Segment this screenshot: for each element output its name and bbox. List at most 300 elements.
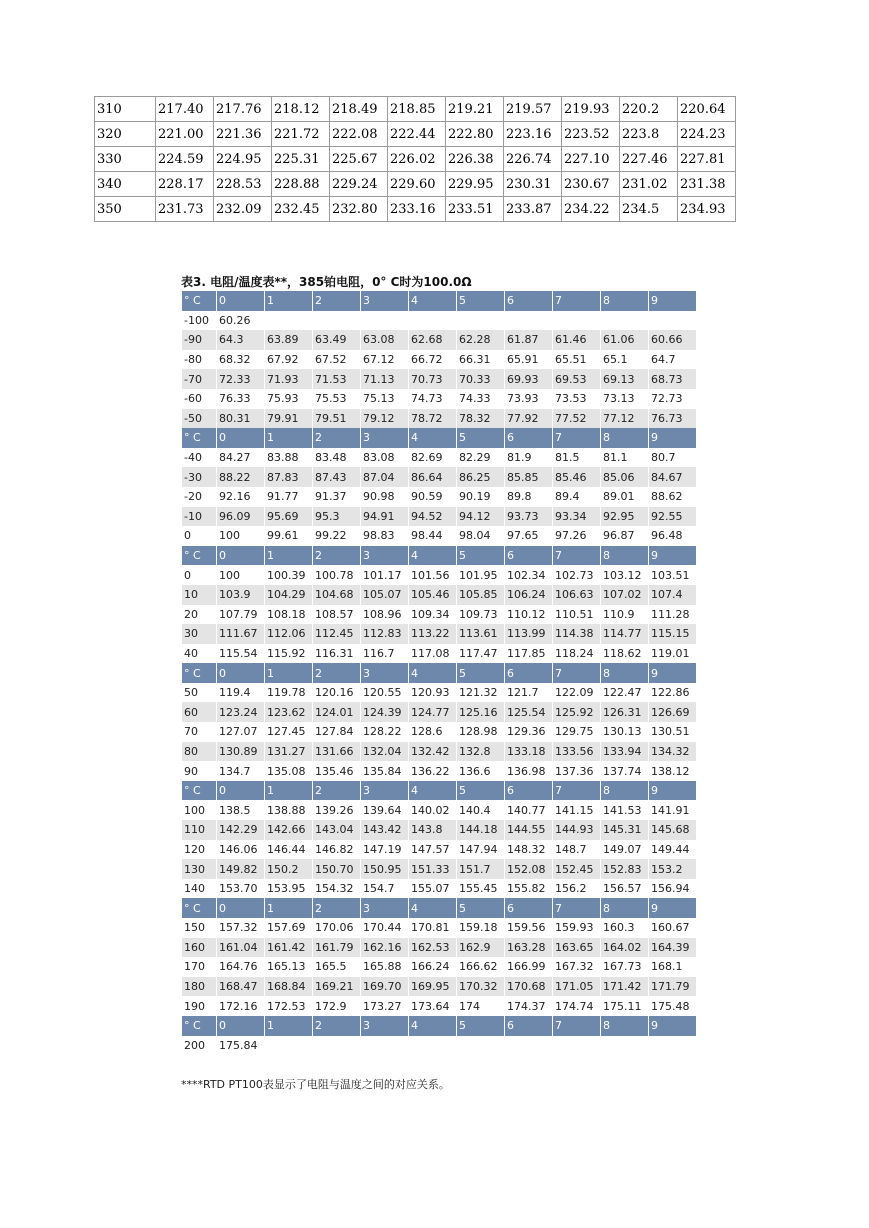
resistance-cell: 128.6 <box>409 722 456 742</box>
digit-header-cell: 7 <box>553 428 600 448</box>
resistance-cell: 227.10 <box>562 147 620 172</box>
resistance-cell: 119.78 <box>265 683 312 703</box>
resistance-cell: 153.2 <box>649 859 696 879</box>
resistance-cell: 63.49 <box>313 330 360 350</box>
digit-header-cell: 6 <box>505 291 552 311</box>
resistance-cell: 75.53 <box>313 389 360 409</box>
resistance-cell: 228.88 <box>272 172 330 197</box>
digit-header-cell: 4 <box>409 781 456 801</box>
resistance-cell: 113.61 <box>457 624 504 644</box>
resistance-cell: 86.25 <box>457 467 504 487</box>
resistance-cell: 223.16 <box>504 122 562 147</box>
resistance-cell: 149.82 <box>217 859 264 879</box>
digit-header-cell: 2 <box>313 546 360 566</box>
resistance-cell: 98.83 <box>361 526 408 546</box>
resistance-cell: 95.69 <box>265 507 312 527</box>
temperature-cell: -30 <box>182 467 216 487</box>
header-row <box>182 1016 696 1036</box>
resistance-cell: 142.29 <box>217 820 264 840</box>
digit-header-cell: 9 <box>649 428 696 448</box>
resistance-cell: 171.05 <box>553 977 600 997</box>
resistance-cell: 69.13 <box>601 369 648 389</box>
digit-header-cell: 3 <box>361 428 408 448</box>
resistance-cell: 67.52 <box>313 350 360 370</box>
digit-header-cell: 8 <box>601 291 648 311</box>
resistance-cell: 61.87 <box>505 330 552 350</box>
resistance-cell: 107.4 <box>649 585 696 605</box>
resistance-cell: 120.16 <box>313 683 360 703</box>
digit-header-cell: 5 <box>457 663 504 683</box>
resistance-cell: 147.94 <box>457 840 504 860</box>
resistance-cell: 161.04 <box>217 938 264 958</box>
resistance-cell: 123.24 <box>217 702 264 722</box>
resistance-cell: 105.46 <box>409 585 456 605</box>
resistance-cell: 121.7 <box>505 683 552 703</box>
resistance-cell <box>649 1036 696 1056</box>
resistance-cell: 71.93 <box>265 369 312 389</box>
resistance-cell: 79.12 <box>361 409 408 429</box>
resistance-cell: 125.16 <box>457 702 504 722</box>
resistance-cell: 100.39 <box>265 565 312 585</box>
temperature-cell: 200 <box>182 1036 216 1056</box>
resistance-cell: 165.13 <box>265 957 312 977</box>
digit-header-cell: 1 <box>265 428 312 448</box>
resistance-cell: 105.85 <box>457 585 504 605</box>
unit-header-cell: ° C <box>182 291 216 311</box>
resistance-cell: 137.36 <box>553 761 600 781</box>
unit-header-cell: ° C <box>182 428 216 448</box>
temperature-cell: 160 <box>182 938 216 958</box>
resistance-cell: 154.32 <box>313 879 360 899</box>
resistance-cell: 116.31 <box>313 644 360 664</box>
resistance-cell: 171.42 <box>601 977 648 997</box>
resistance-cell: 96.87 <box>601 526 648 546</box>
resistance-cell: 63.08 <box>361 330 408 350</box>
resistance-cell: 85.46 <box>553 467 600 487</box>
resistance-cell: 166.62 <box>457 957 504 977</box>
resistance-cell: 135.08 <box>265 761 312 781</box>
resistance-cell: 155.82 <box>505 879 552 899</box>
digit-header-cell: 2 <box>313 291 360 311</box>
resistance-cell: 103.9 <box>217 585 264 605</box>
resistance-cell: 234.22 <box>562 197 620 222</box>
resistance-cell: 87.43 <box>313 467 360 487</box>
resistance-cell: 62.28 <box>457 330 504 350</box>
resistance-cell: 148.32 <box>505 840 552 860</box>
resistance-cell: 89.8 <box>505 487 552 507</box>
resistance-cell: 233.51 <box>446 197 504 222</box>
resistance-cell: 232.80 <box>330 197 388 222</box>
resistance-cell: 230.67 <box>562 172 620 197</box>
resistance-cell <box>313 311 360 331</box>
table-row <box>182 996 696 1016</box>
table-row <box>182 389 696 409</box>
resistance-cell <box>505 311 552 331</box>
resistance-cell: 94.52 <box>409 507 456 527</box>
temperature-cell: -10 <box>182 507 216 527</box>
digit-header-cell: 8 <box>601 546 648 566</box>
resistance-cell: 134.32 <box>649 742 696 762</box>
resistance-cell: 226.38 <box>446 147 504 172</box>
digit-header-cell: 1 <box>265 898 312 918</box>
resistance-cell: 110.51 <box>553 605 600 625</box>
resistance-cell: 112.45 <box>313 624 360 644</box>
resistance-cell: 219.21 <box>446 97 504 122</box>
resistance-cell: 109.34 <box>409 605 456 625</box>
table-row <box>182 565 696 585</box>
resistance-cell: 67.92 <box>265 350 312 370</box>
rtd-resistance-temperature-table <box>181 291 697 1055</box>
table-row <box>182 467 696 487</box>
table-row <box>182 448 696 468</box>
resistance-cell: 118.62 <box>601 644 648 664</box>
digit-header-cell: 8 <box>601 781 648 801</box>
resistance-cell <box>265 311 312 331</box>
resistance-cell: 66.31 <box>457 350 504 370</box>
resistance-cell <box>409 1036 456 1056</box>
resistance-cell: 175.11 <box>601 996 648 1016</box>
resistance-cell: 85.85 <box>505 467 552 487</box>
digit-header-cell: 2 <box>313 663 360 683</box>
resistance-cell: 64.3 <box>217 330 264 350</box>
resistance-cell: 101.56 <box>409 565 456 585</box>
resistance-cell <box>361 311 408 331</box>
resistance-cell: 170.68 <box>505 977 552 997</box>
table-row <box>95 172 736 197</box>
resistance-cell: 93.34 <box>553 507 600 527</box>
resistance-cell: 170.06 <box>313 918 360 938</box>
resistance-cell: 229.60 <box>388 172 446 197</box>
digit-header-cell: 5 <box>457 1016 504 1036</box>
resistance-cell: 65.51 <box>553 350 600 370</box>
resistance-cell <box>313 1036 360 1056</box>
resistance-cell: 222.80 <box>446 122 504 147</box>
resistance-cell <box>265 1036 312 1056</box>
resistance-cell: 104.68 <box>313 585 360 605</box>
header-row <box>182 781 696 801</box>
resistance-cell: 170.81 <box>409 918 456 938</box>
resistance-cell: 144.55 <box>505 820 552 840</box>
resistance-cell: 133.94 <box>601 742 648 762</box>
resistance-cell: 122.09 <box>553 683 600 703</box>
resistance-cell: 90.59 <box>409 487 456 507</box>
resistance-cell: 80.31 <box>217 409 264 429</box>
resistance-cell: 148.7 <box>553 840 600 860</box>
resistance-table-continued <box>94 96 736 222</box>
resistance-cell: 122.47 <box>601 683 648 703</box>
header-row <box>182 291 696 311</box>
resistance-cell: 82.69 <box>409 448 456 468</box>
resistance-cell: 122.86 <box>649 683 696 703</box>
digit-header-cell: 7 <box>553 1016 600 1036</box>
resistance-cell: 217.40 <box>156 97 214 122</box>
resistance-cell: 115.15 <box>649 624 696 644</box>
resistance-cell: 151.33 <box>409 859 456 879</box>
resistance-cell: 226.02 <box>388 147 446 172</box>
resistance-cell: 149.44 <box>649 840 696 860</box>
digit-header-cell: 9 <box>649 898 696 918</box>
resistance-cell: 100.78 <box>313 565 360 585</box>
resistance-cell: 225.67 <box>330 147 388 172</box>
digit-header-cell: 2 <box>313 781 360 801</box>
temperature-cell: -60 <box>182 389 216 409</box>
table-row <box>182 742 696 762</box>
table-row <box>182 624 696 644</box>
temperature-cell: 60 <box>182 702 216 722</box>
resistance-cell: 71.53 <box>313 369 360 389</box>
table-row <box>182 487 696 507</box>
resistance-cell: 108.18 <box>265 605 312 625</box>
digit-header-cell: 6 <box>505 898 552 918</box>
resistance-cell: 141.91 <box>649 800 696 820</box>
resistance-cell: 66.72 <box>409 350 456 370</box>
resistance-cell: 140.02 <box>409 800 456 820</box>
resistance-cell: 153.95 <box>265 879 312 899</box>
temperature-cell: 110 <box>182 820 216 840</box>
resistance-cell: 129.75 <box>553 722 600 742</box>
resistance-cell: 81.5 <box>553 448 600 468</box>
digit-header-cell: 5 <box>457 291 504 311</box>
resistance-cell: 76.73 <box>649 409 696 429</box>
resistance-cell <box>361 1036 408 1056</box>
digit-header-cell: 7 <box>553 291 600 311</box>
resistance-cell: 219.57 <box>504 97 562 122</box>
resistance-cell: 173.27 <box>361 996 408 1016</box>
digit-header-cell: 6 <box>505 663 552 683</box>
resistance-cell: 72.73 <box>649 389 696 409</box>
resistance-cell <box>457 311 504 331</box>
resistance-cell: 83.48 <box>313 448 360 468</box>
table-row <box>182 800 696 820</box>
resistance-cell: 74.73 <box>409 389 456 409</box>
resistance-cell: 77.52 <box>553 409 600 429</box>
resistance-cell: 74.33 <box>457 389 504 409</box>
resistance-cell: 155.45 <box>457 879 504 899</box>
resistance-cell: 167.73 <box>601 957 648 977</box>
resistance-cell: 232.45 <box>272 197 330 222</box>
resistance-cell: 152.08 <box>505 859 552 879</box>
resistance-cell: 103.12 <box>601 565 648 585</box>
resistance-cell: 107.79 <box>217 605 264 625</box>
digit-header-cell: 6 <box>505 546 552 566</box>
resistance-cell: 145.68 <box>649 820 696 840</box>
table-row <box>182 644 696 664</box>
resistance-cell <box>649 311 696 331</box>
resistance-cell: 156.2 <box>553 879 600 899</box>
header-row <box>182 663 696 683</box>
temperature-cell: 190 <box>182 996 216 1016</box>
resistance-cell: 79.91 <box>265 409 312 429</box>
resistance-cell: 91.77 <box>265 487 312 507</box>
resistance-cell: 99.61 <box>265 526 312 546</box>
resistance-cell: 115.92 <box>265 644 312 664</box>
resistance-cell: 75.93 <box>265 389 312 409</box>
resistance-cell: 111.67 <box>217 624 264 644</box>
unit-header-cell: ° C <box>182 546 216 566</box>
temperature-cell: 340 <box>95 172 156 197</box>
resistance-cell: 231.38 <box>678 172 736 197</box>
temperature-cell: 30 <box>182 624 216 644</box>
resistance-cell: 229.24 <box>330 172 388 197</box>
resistance-cell: 98.04 <box>457 526 504 546</box>
digit-header-cell: 1 <box>265 546 312 566</box>
resistance-cell: 119.4 <box>217 683 264 703</box>
resistance-cell: 173.64 <box>409 996 456 1016</box>
resistance-cell: 65.91 <box>505 350 552 370</box>
resistance-cell: 159.18 <box>457 918 504 938</box>
resistance-cell: 153.70 <box>217 879 264 899</box>
temperature-cell: 20 <box>182 605 216 625</box>
resistance-cell: 91.37 <box>313 487 360 507</box>
digit-header-cell: 9 <box>649 1016 696 1036</box>
digit-header-cell: 7 <box>553 663 600 683</box>
digit-header-cell: 0 <box>217 663 264 683</box>
resistance-cell: 231.73 <box>156 197 214 222</box>
header-row <box>182 428 696 448</box>
resistance-cell: 222.08 <box>330 122 388 147</box>
resistance-cell: 124.77 <box>409 702 456 722</box>
resistance-cell: 155.07 <box>409 879 456 899</box>
digit-header-cell: 0 <box>217 546 264 566</box>
resistance-cell: 218.85 <box>388 97 446 122</box>
resistance-cell: 165.88 <box>361 957 408 977</box>
resistance-cell: 69.93 <box>505 369 552 389</box>
resistance-cell: 169.70 <box>361 977 408 997</box>
resistance-cell: 97.26 <box>553 526 600 546</box>
digit-header-cell: 4 <box>409 898 456 918</box>
digit-header-cell: 2 <box>313 898 360 918</box>
resistance-cell: 86.64 <box>409 467 456 487</box>
digit-header-cell: 4 <box>409 663 456 683</box>
resistance-cell: 112.83 <box>361 624 408 644</box>
resistance-cell: 129.36 <box>505 722 552 742</box>
resistance-cell: 146.82 <box>313 840 360 860</box>
resistance-cell: 152.83 <box>601 859 648 879</box>
digit-header-cell: 7 <box>553 781 600 801</box>
resistance-cell <box>505 1036 552 1056</box>
resistance-cell: 157.69 <box>265 918 312 938</box>
digit-header-cell: 5 <box>457 546 504 566</box>
table-row <box>182 918 696 938</box>
resistance-cell: 84.27 <box>217 448 264 468</box>
digit-header-cell: 9 <box>649 663 696 683</box>
resistance-cell: 228.53 <box>214 172 272 197</box>
resistance-cell: 96.48 <box>649 526 696 546</box>
resistance-cell: 175.84 <box>217 1036 264 1056</box>
resistance-cell: 82.29 <box>457 448 504 468</box>
resistance-cell: 136.98 <box>505 761 552 781</box>
resistance-cell: 80.7 <box>649 448 696 468</box>
table-row <box>182 585 696 605</box>
resistance-cell: 97.65 <box>505 526 552 546</box>
temperature-cell: 0 <box>182 565 216 585</box>
resistance-cell: 221.36 <box>214 122 272 147</box>
temperature-cell: -20 <box>182 487 216 507</box>
resistance-cell: 69.53 <box>553 369 600 389</box>
digit-header-cell: 4 <box>409 428 456 448</box>
resistance-cell: 147.57 <box>409 840 456 860</box>
resistance-cell: 126.69 <box>649 702 696 722</box>
resistance-cell: 108.57 <box>313 605 360 625</box>
resistance-cell: 64.7 <box>649 350 696 370</box>
digit-header-cell: 4 <box>409 1016 456 1036</box>
resistance-cell: 127.45 <box>265 722 312 742</box>
resistance-cell: 118.24 <box>553 644 600 664</box>
resistance-cell: 156.57 <box>601 879 648 899</box>
resistance-cell: 221.00 <box>156 122 214 147</box>
resistance-cell: 68.73 <box>649 369 696 389</box>
resistance-cell: 90.98 <box>361 487 408 507</box>
resistance-cell: 100 <box>217 565 264 585</box>
resistance-cell: 73.53 <box>553 389 600 409</box>
resistance-cell: 133.56 <box>553 742 600 762</box>
resistance-cell: 70.73 <box>409 369 456 389</box>
resistance-cell: 160.3 <box>601 918 648 938</box>
table-row <box>95 97 736 122</box>
resistance-cell: 224.59 <box>156 147 214 172</box>
temperature-cell: 50 <box>182 683 216 703</box>
digit-header-cell: 3 <box>361 781 408 801</box>
digit-header-cell: 1 <box>265 1016 312 1036</box>
header-row <box>182 546 696 566</box>
resistance-cell: 232.09 <box>214 197 272 222</box>
table-row <box>182 311 696 331</box>
resistance-cell: 234.5 <box>620 197 678 222</box>
resistance-cell: 167.32 <box>553 957 600 977</box>
resistance-cell: 94.91 <box>361 507 408 527</box>
resistance-cell: 113.99 <box>505 624 552 644</box>
digit-header-cell: 5 <box>457 781 504 801</box>
resistance-cell: 85.06 <box>601 467 648 487</box>
resistance-cell: 139.64 <box>361 800 408 820</box>
resistance-cell: 131.27 <box>265 742 312 762</box>
temperature-cell: 90 <box>182 761 216 781</box>
resistance-cell: 102.34 <box>505 565 552 585</box>
resistance-cell: 107.02 <box>601 585 648 605</box>
resistance-cell: 110.9 <box>601 605 648 625</box>
resistance-cell: 159.56 <box>505 918 552 938</box>
table-row <box>95 197 736 222</box>
resistance-cell: 134.7 <box>217 761 264 781</box>
resistance-cell: 131.66 <box>313 742 360 762</box>
resistance-cell: 154.7 <box>361 879 408 899</box>
digit-header-cell: 0 <box>217 898 264 918</box>
resistance-cell: 75.13 <box>361 389 408 409</box>
digit-header-cell: 4 <box>409 291 456 311</box>
resistance-cell: 61.06 <box>601 330 648 350</box>
resistance-cell: 114.38 <box>553 624 600 644</box>
resistance-cell: 67.12 <box>361 350 408 370</box>
table-row <box>182 761 696 781</box>
resistance-cell: 166.24 <box>409 957 456 977</box>
resistance-cell: 172.9 <box>313 996 360 1016</box>
digit-header-cell: 0 <box>217 781 264 801</box>
table-caption: 表3. 电阻/温度表**，385铂电阻，0° C时为100.0Ω <box>181 275 472 289</box>
resistance-cell: 104.29 <box>265 585 312 605</box>
digit-header-cell: 5 <box>457 428 504 448</box>
resistance-cell: 145.31 <box>601 820 648 840</box>
table-row <box>182 977 696 997</box>
resistance-cell: 120.55 <box>361 683 408 703</box>
resistance-cell: 99.22 <box>313 526 360 546</box>
resistance-cell: 76.33 <box>217 389 264 409</box>
resistance-cell: 151.7 <box>457 859 504 879</box>
resistance-cell: 233.16 <box>388 197 446 222</box>
table-row <box>182 722 696 742</box>
resistance-cell: 157.32 <box>217 918 264 938</box>
table-row <box>182 683 696 703</box>
resistance-cell: 63.89 <box>265 330 312 350</box>
